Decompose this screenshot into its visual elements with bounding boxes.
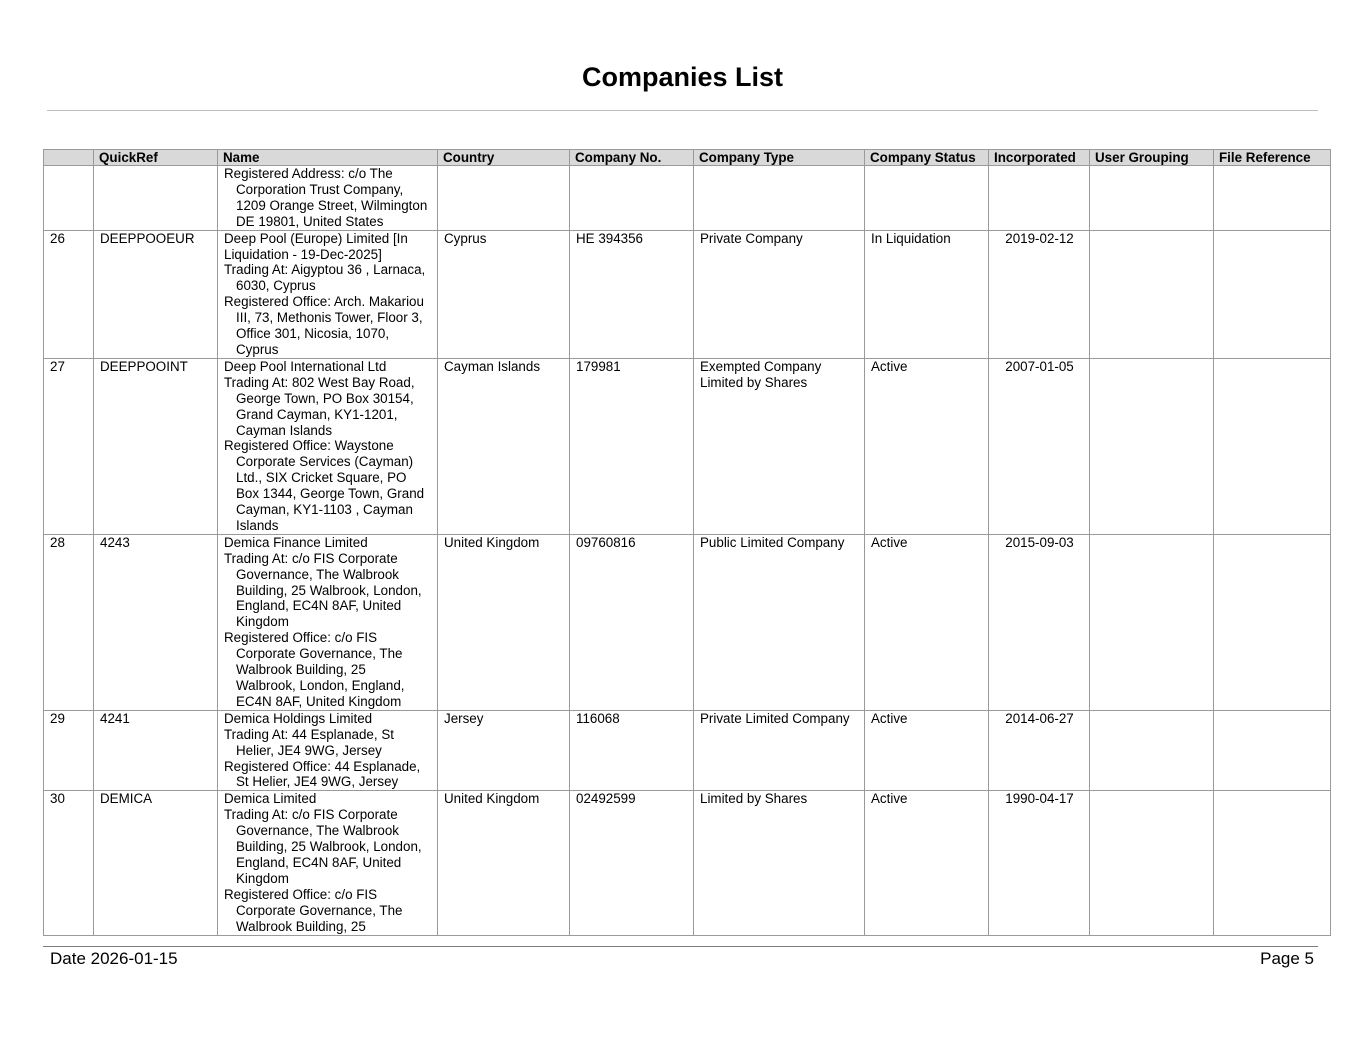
name-line: Demica Limited — [224, 791, 317, 807]
cell-user-grouping — [1090, 534, 1214, 710]
name-line: Deep Pool (Europe) Limited [In — [224, 230, 408, 246]
cell-file-reference — [1214, 230, 1331, 358]
cell-country — [438, 166, 570, 231]
footer-divider — [43, 946, 1318, 947]
name-line: George Town, PO Box 30154, — [236, 390, 414, 406]
cell-incorporated: 2014-06-27 — [989, 710, 1090, 791]
table-row — [44, 166, 1331, 231]
footer-page-number: Page 5 — [1260, 949, 1314, 968]
cell-company-type — [694, 166, 865, 231]
name-line: III, 73, Methonis Tower, Floor 3, — [236, 310, 423, 326]
cell-quickref: DEEPPOOINT — [94, 358, 218, 534]
cell-company-status: Active — [865, 534, 989, 710]
cell-file-reference — [1214, 534, 1331, 710]
col-header-quickref: QuickRef — [94, 150, 218, 166]
name-line: EC4N 8AF, United Kingdom — [236, 693, 402, 709]
cell-row-number: 29 — [44, 710, 94, 791]
name-line: Registered Office: c/o FIS — [224, 630, 378, 646]
name-line: Walbrook, London, England, — [236, 678, 405, 693]
cell-company-type: Limited by Shares — [694, 791, 865, 935]
cell-row-number: 26 — [44, 230, 94, 358]
footer-date: Date 2026-01-15 — [50, 949, 178, 968]
cell-quickref — [94, 166, 218, 231]
cell-country: United Kingdom — [438, 534, 570, 710]
cell-user-grouping — [1090, 710, 1214, 791]
name-line: Islands — [236, 517, 279, 533]
cell-company-no: HE 394356 — [570, 230, 694, 358]
name-line: Trading At: 802 West Bay Road, — [224, 374, 415, 390]
table-row — [44, 358, 1331, 534]
cell-quickref: DEMICA — [94, 791, 218, 935]
cell-company-type: Private Limited Company — [694, 710, 865, 791]
title-divider — [47, 110, 1318, 111]
name-line: Building, 25 Walbrook, London, — [236, 582, 422, 598]
cell-name — [218, 791, 438, 935]
col-header-company-type: Company Type — [694, 150, 865, 166]
col-header-file-reference: File Reference — [1214, 150, 1331, 166]
cell-name — [218, 166, 438, 231]
table-row — [44, 791, 1331, 935]
name-line: England, EC4N 8AF, United — [236, 598, 402, 614]
col-header-number — [44, 150, 94, 166]
name-line: Registered Office: Waystone — [224, 438, 394, 454]
col-header-name: Name — [218, 150, 438, 166]
name-line: Corporate Governance, The — [236, 902, 403, 918]
cell-name — [218, 534, 438, 710]
col-header-country: Country — [438, 150, 570, 166]
cell-company-status: Active — [865, 710, 989, 791]
cell-company-status: Active — [865, 358, 989, 534]
cell-country: Jersey — [438, 710, 570, 791]
cell-company-no — [570, 166, 694, 231]
companies-table — [43, 149, 1331, 936]
name-line: Corporate Services (Cayman) — [236, 454, 414, 470]
cell-quickref: 4243 — [94, 534, 218, 710]
table-row — [44, 230, 1331, 358]
cell-file-reference — [1214, 358, 1331, 534]
name-line: Trading At: Aigyptou 36 , Larnaca, — [224, 262, 426, 278]
cell-row-number — [44, 166, 94, 231]
name-line: Kingdom — [236, 870, 289, 886]
name-line: Ltd., SIX Cricket Square, PO — [236, 470, 407, 486]
cell-user-grouping — [1090, 358, 1214, 534]
name-line: 6030, Cyprus — [236, 278, 316, 294]
cell-quickref: DEEPPOOEUR — [94, 230, 218, 358]
cell-incorporated: 1990-04-17 — [989, 791, 1090, 935]
cell-incorporated: 2019-02-12 — [989, 230, 1090, 358]
cell-user-grouping — [1090, 230, 1214, 358]
cell-company-no: 116068 — [570, 710, 694, 791]
cell-user-grouping — [1090, 166, 1214, 231]
name-line: St Helier, JE4 9WG, Jersey — [236, 774, 399, 790]
col-header-company-status: Company Status — [865, 150, 989, 166]
cell-country: United Kingdom — [438, 791, 570, 935]
name-line: Registered Office: 44 Esplanade, — [224, 758, 421, 774]
cell-company-status: In Liquidation — [865, 230, 989, 358]
name-line: Demica Finance Limited — [224, 534, 368, 550]
name-line: Registered Address: c/o The — [224, 166, 393, 181]
cell-file-reference — [1214, 710, 1331, 791]
col-header-user-grouping: User Grouping — [1090, 150, 1214, 166]
cell-company-no: 179981 — [570, 358, 694, 534]
cell-country: Cyprus — [438, 230, 570, 358]
name-line: Box 1344, George Town, Grand — [236, 486, 425, 502]
name-line: Trading At: 44 Esplanade, St — [224, 726, 394, 742]
table-header-row — [44, 150, 1331, 166]
name-line: Walbrook Building, 25 — [236, 662, 366, 678]
col-header-incorporated: Incorporated — [989, 150, 1090, 166]
cell-incorporated: 2015-09-03 — [989, 534, 1090, 710]
name-line: Demica Holdings Limited — [224, 710, 373, 726]
name-line: Cyprus — [236, 341, 279, 357]
table-row — [44, 710, 1331, 791]
page-title: Companies List — [581, 62, 784, 92]
name-line: Corporate Governance, The — [236, 646, 403, 662]
name-line: Corporation Trust Company, — [236, 181, 404, 197]
name-line: Building, 25 Walbrook, London, — [236, 839, 422, 855]
name-line: Cayman, KY1-1103 , Cayman — [236, 502, 413, 518]
name-line: Liquidation - 19-Dec-2025] — [224, 246, 382, 262]
cell-company-no: 09760816 — [570, 534, 694, 710]
cell-company-status: Active — [865, 791, 989, 935]
table-row — [44, 534, 1331, 710]
cell-file-reference — [1214, 791, 1331, 935]
name-line: Helier, JE4 9WG, Jersey — [236, 742, 382, 758]
cell-user-grouping — [1090, 791, 1214, 935]
cell-company-type: Exempted Company Limited by Shares — [694, 358, 865, 534]
name-line: Trading At: c/o FIS Corporate — [224, 550, 398, 566]
cell-incorporated: 2007-01-05 — [989, 358, 1090, 534]
cell-name — [218, 710, 438, 791]
cell-name — [218, 230, 438, 358]
name-line: Grand Cayman, KY1-1201, — [236, 406, 398, 422]
cell-company-type: Public Limited Company — [694, 534, 865, 710]
cell-incorporated — [989, 166, 1090, 231]
name-line: Registered Office: Arch. Makariou — [224, 294, 424, 310]
name-line: Deep Pool International Ltd — [224, 358, 387, 374]
name-line: DE 19801, United States — [236, 213, 384, 229]
cell-country: Cayman Islands — [438, 358, 570, 534]
name-line: Office 301, Nicosia, 1070, — [236, 326, 390, 342]
cell-row-number: 30 — [44, 791, 94, 935]
name-line: Governance, The Walbrook — [236, 566, 400, 582]
col-header-company-no: Company No. — [570, 150, 694, 166]
name-line: Trading At: c/o FIS Corporate — [224, 807, 398, 823]
name-line: 1209 Orange Street, Wilmington — [236, 197, 428, 213]
name-line: Kingdom — [236, 614, 289, 630]
cell-row-number: 27 — [44, 358, 94, 534]
name-line: Registered Office: c/o FIS — [224, 886, 378, 902]
cell-company-no: 02492599 — [570, 791, 694, 935]
name-line: Cayman Islands — [236, 422, 333, 438]
cell-company-type: Private Company — [694, 230, 865, 358]
name-line: Walbrook Building, 25 — [236, 918, 366, 934]
name-line: England, EC4N 8AF, United — [236, 854, 402, 870]
cell-name — [218, 358, 438, 534]
cell-quickref: 4241 — [94, 710, 218, 791]
cell-file-reference — [1214, 166, 1331, 231]
name-line: Governance, The Walbrook — [236, 823, 400, 839]
cell-company-status — [865, 166, 989, 231]
cell-row-number: 28 — [44, 534, 94, 710]
